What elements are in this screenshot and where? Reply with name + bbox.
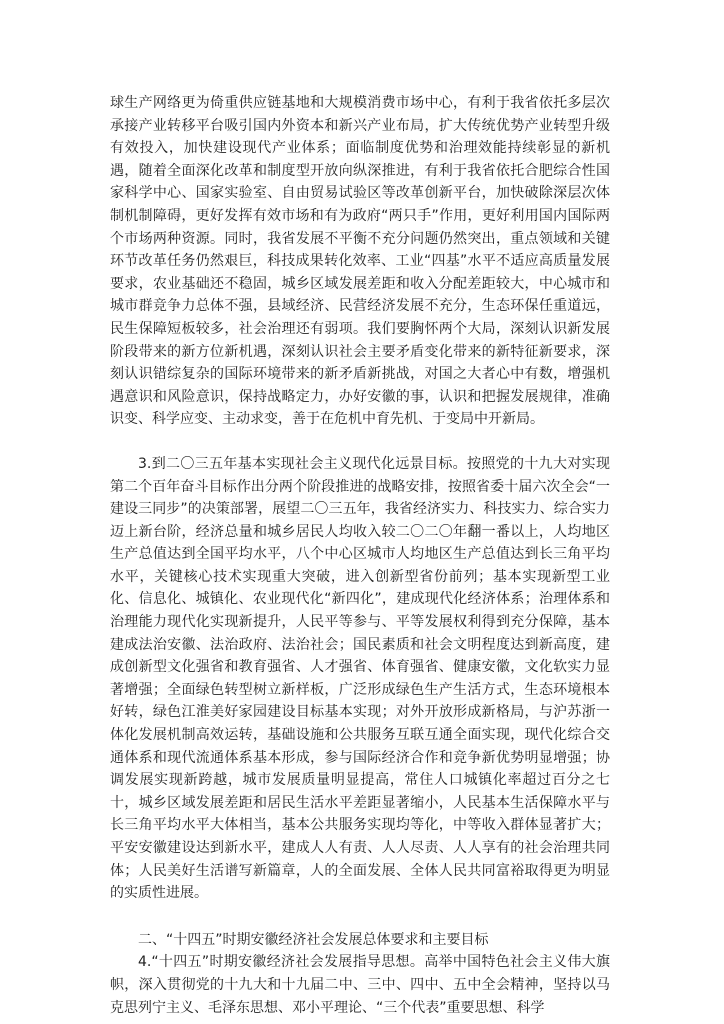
paragraph-2035-vision: 3.到二〇三五年基本实现社会主义现代化远景目标。按照党的十九大对实现第二个百年奋斗目标作出分两个阶段推进的战略安排，按照省委十届六次全会“一建设三同步”的决策部署，展望二〇三五年，我省经济实力、科技实力、综合实力迈上新台阶，经济总量和城乡居民人均收入较二〇二〇年翻一番以上，人均地区生产总值达到全国平均水平，八个中心区城市人均地区生产总值达到长三角平均水平，关键核心技术实现重大突破，进入创新型省份前列；基本实现新型工业化、信息化、城镇化、农业现代化“新四化”，建成现代化经济体系；治理体系和治理能力现代化实现新提升，人民平等参与、平等发展权利得到充分保障，基本建成法治安徽、法治政府、法治社会；国民素质和社会文明程度达到新高度，建成创新型文化强省和教育强省、人才强省、体育强省、健康安徽，文化软实力显著增强；全面绿色转型树立新样板，广泛形成绿色生产生活方式，生态环境根本好转，绿色江淮美好家园建设目标基本实现；对外开放形成新格局，与沪苏浙一体化发展机制高效运转，基础设施和公共服务互联互通全面实现，现代化综合交通体系和现代流通体系基本形成，参与国际经济合作和竞争新优势明显增强；协调发展实现新跨越，城市发展质量明显提高，常住人口城镇化率超过百分之七十，城乡区域发展差距和居民生活水平差距显著缩小，人民基本生活保障水平与长三角平均水平大体相当，基本公共服务实现均等化，中等收入群体显著扩大；平安安徽建设达到新水平，建成人人有责、人人尽责、人人享有的社会治理共同体；人民美好生活谱写新篇章，人的全面发展、全体人民共同富裕取得更为明显的实质性进展。 <box>110 455 610 902</box>
document-body <box>110 92 610 1019</box>
paragraph-development-environment: 球生产网络更为倚重供应链基地和大规模消费市场中心，有利于我省依托多层次承接产业转移平台吸引国内外资本和新兴产业布局，扩大传统优势产业转型升级有效投入，加快建设现代产业体系；面临制度优势和治理效能持续彰显的新机遇，随着全面深化改革和制度型开放向纵深推进，有利于我省依托合肥综合性国家科学中心、国家实验室、自由贸易试验区等改革创新平台，加快破除深层次体制机制障碍，更好发挥有效市场和有为政府“两只手”作用，更好利用国内国际两个市场两种资源。同时，我省发展不平衡不充分问题仍然突出，重点领域和关键环节改革任务仍然艰巨，科技成果转化效率、工业“四基”水平不适应高质量发展要求，农业基础还不稳固，城乡区域发展差距和收入分配差距较大，中心城市和城市群竞争力总体不强，县域经济、民营经济发展不充分，生态环保任重道远，民生保障短板较多，社会治理还有弱项。我们要胸怀两个大局，深刻认识新发展阶段带来的新方位新机遇，深刻认识社会主要矛盾变化带来的新特征新要求，深刻认识错综复杂的国际环境带来的新矛盾新挑战，对国之大者心中有数，增强机遇意识和风险意识，保持战略定力，办好安徽的事，认识和把握发展规律，准确识变、科学应变、主动求变，善于在危机中育先机、于变局中开新局。 <box>110 95 610 428</box>
section-heading: 二、“十四五”时期安徽经济社会发展总体要求和主要目标 <box>138 931 489 948</box>
paragraph-guiding-ideology: 4.“十四五”时期安徽经济社会发展指导思想。高举中国特色社会主义伟大旗帜，深入贯彻党的十九大和十九届二中、三中、四中、五中全会精神，坚持以马克思列宁主义、毛泽东思想、邓小平理论、“三个代表”重要思想、科学 <box>110 954 610 1016</box>
